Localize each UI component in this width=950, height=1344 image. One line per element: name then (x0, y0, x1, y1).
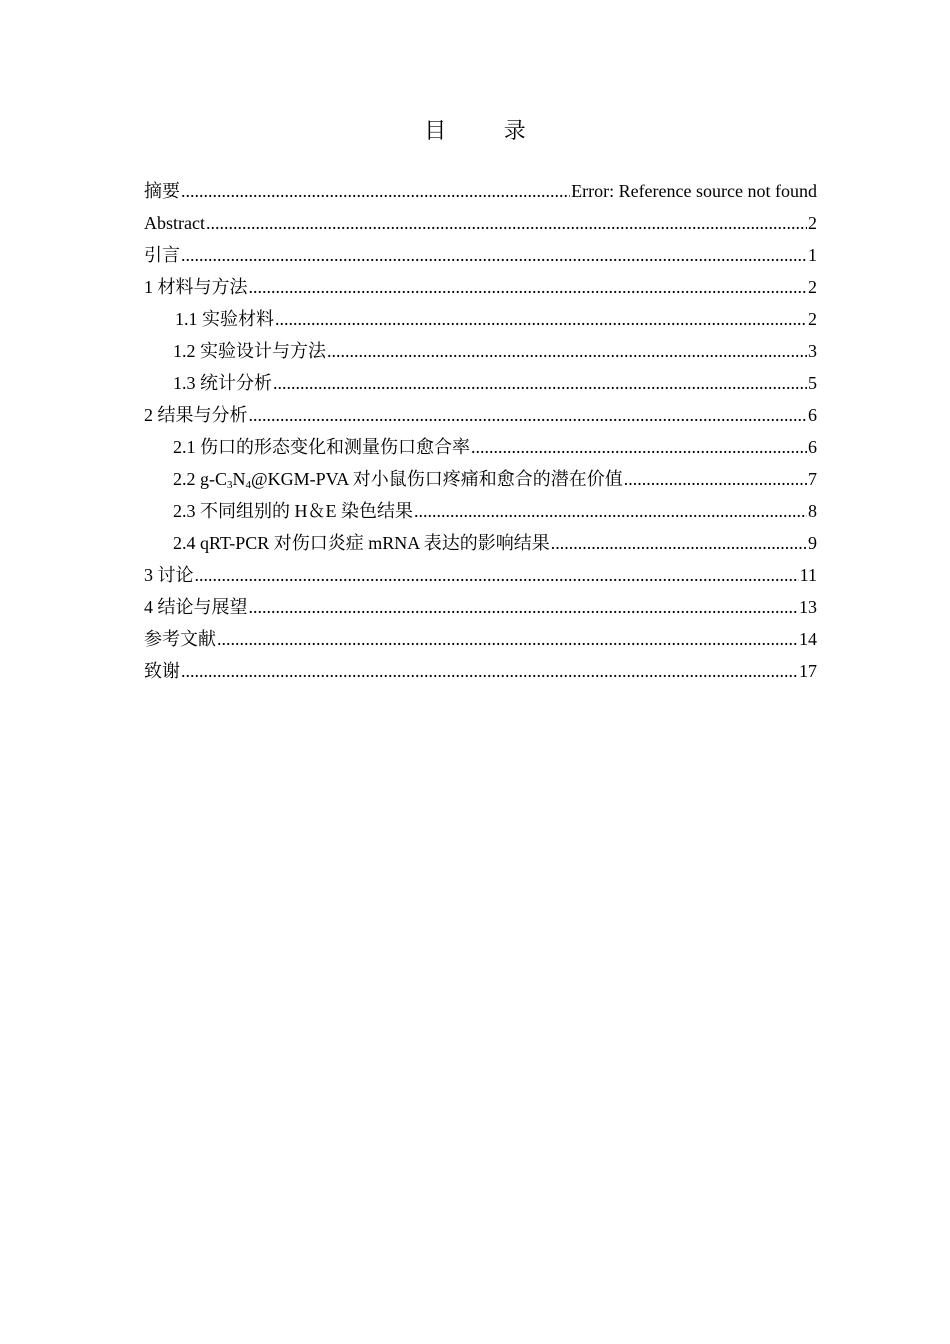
toc-entry-abstract-cn[interactable] (144, 175, 817, 207)
toc-entry-text: 参考文献 (144, 629, 216, 649)
toc-leader-dots (471, 431, 807, 463)
toc-leader-dots (273, 367, 807, 399)
toc-entry-page: 9 (808, 533, 817, 553)
toc-leader-dots (206, 207, 807, 239)
toc-entry-text-prefix: 2.2 g-C (173, 469, 227, 489)
toc-entry-section-1-1[interactable] (144, 303, 817, 335)
toc-entry-page: 2 (808, 213, 817, 233)
toc-entry-page: 5 (808, 373, 817, 393)
toc-entry-page: 14 (799, 629, 817, 649)
toc-entry-section-2[interactable] (144, 399, 817, 431)
toc-entry-page: 2 (808, 309, 817, 329)
toc-entry-page: 11 (799, 565, 817, 585)
toc-entry-page: 8 (808, 501, 817, 521)
toc-leader-dots (624, 463, 807, 495)
toc-entry-references[interactable] (144, 623, 817, 655)
toc-entry-page: 7 (808, 469, 817, 489)
toc-leader-dots (249, 591, 799, 623)
toc-leader-dots (327, 335, 807, 367)
toc-entry-page: Error: Reference source not found (571, 181, 817, 201)
toc-entry-section-4[interactable] (144, 591, 817, 623)
toc-leader-dots (249, 399, 808, 431)
toc-entry-section-3[interactable] (144, 559, 817, 591)
toc-leader-dots (217, 623, 798, 655)
toc-entry-text: 1.2 实验设计与方法 (173, 341, 326, 361)
toc-entry-section-2-2[interactable] (144, 463, 817, 495)
toc-entry-text: 2 结果与分析 (144, 405, 248, 425)
toc-entry-text: 致谢 (144, 661, 180, 681)
toc-leader-dots (275, 303, 807, 335)
toc-list (144, 175, 817, 687)
toc-entry-page: 13 (799, 597, 817, 617)
toc-leader-dots (414, 495, 807, 527)
toc-entry-page: 2 (808, 277, 817, 297)
toc-entry-text: 摘要 (144, 181, 180, 201)
toc-entry-section-1-3[interactable] (144, 367, 817, 399)
toc-entry-section-2-3[interactable] (144, 495, 817, 527)
toc-entry-text: 引言 (144, 245, 180, 265)
toc-leader-dots (551, 527, 807, 559)
toc-entry-text-mid: N (232, 469, 246, 489)
toc-entry-text: Abstract (144, 213, 205, 233)
toc-entry-page: 6 (808, 437, 817, 457)
toc-entry-page: 6 (808, 405, 817, 425)
toc-entry-section-2-4[interactable] (144, 527, 817, 559)
toc-entry-text: 1.3 统计分析 (173, 373, 272, 393)
toc-leader-dots (181, 175, 570, 207)
toc-entry-introduction[interactable] (144, 239, 817, 271)
toc-entry-page: 1 (808, 245, 817, 265)
toc-entry-text: 4 结论与展望 (144, 597, 248, 617)
toc-entry-page: 17 (799, 661, 817, 681)
toc-title: 目 录 (424, 118, 552, 143)
toc-entry-text: 2.3 不同组别的 H＆E 染色结果 (173, 501, 413, 521)
toc-entry-text: 3 讨论 (144, 565, 194, 585)
toc-entry-page: 3 (808, 341, 817, 361)
toc-entry-section-1[interactable] (144, 271, 817, 303)
toc-leader-dots (181, 239, 807, 271)
toc-entry-text: 2.1 伤口的形态变化和测量伤口愈合率 (173, 437, 470, 457)
toc-leader-dots (181, 655, 798, 687)
toc-entry-abstract-en[interactable] (144, 207, 817, 239)
subscript-3: 3 (227, 479, 233, 491)
toc-entry-section-2-1[interactable] (144, 431, 817, 463)
toc-leader-dots (195, 559, 799, 591)
toc-leader-dots (249, 271, 808, 303)
toc-entry-text (173, 463, 623, 495)
toc-entry-text: 1.1 实验材料 (175, 309, 274, 329)
toc-entry-text-suffix: @KGM-PVA 对小鼠伤口疼痛和愈合的潜在价值 (251, 469, 623, 489)
toc-entry-text: 2.4 qRT-PCR 对伤口炎症 mRNA 表达的影响结果 (173, 533, 550, 553)
subscript-4: 4 (245, 479, 251, 491)
toc-entry-section-1-2[interactable] (144, 335, 817, 367)
toc-entry-text: 1 材料与方法 (144, 277, 248, 297)
toc-entry-acknowledgements[interactable] (144, 655, 817, 687)
